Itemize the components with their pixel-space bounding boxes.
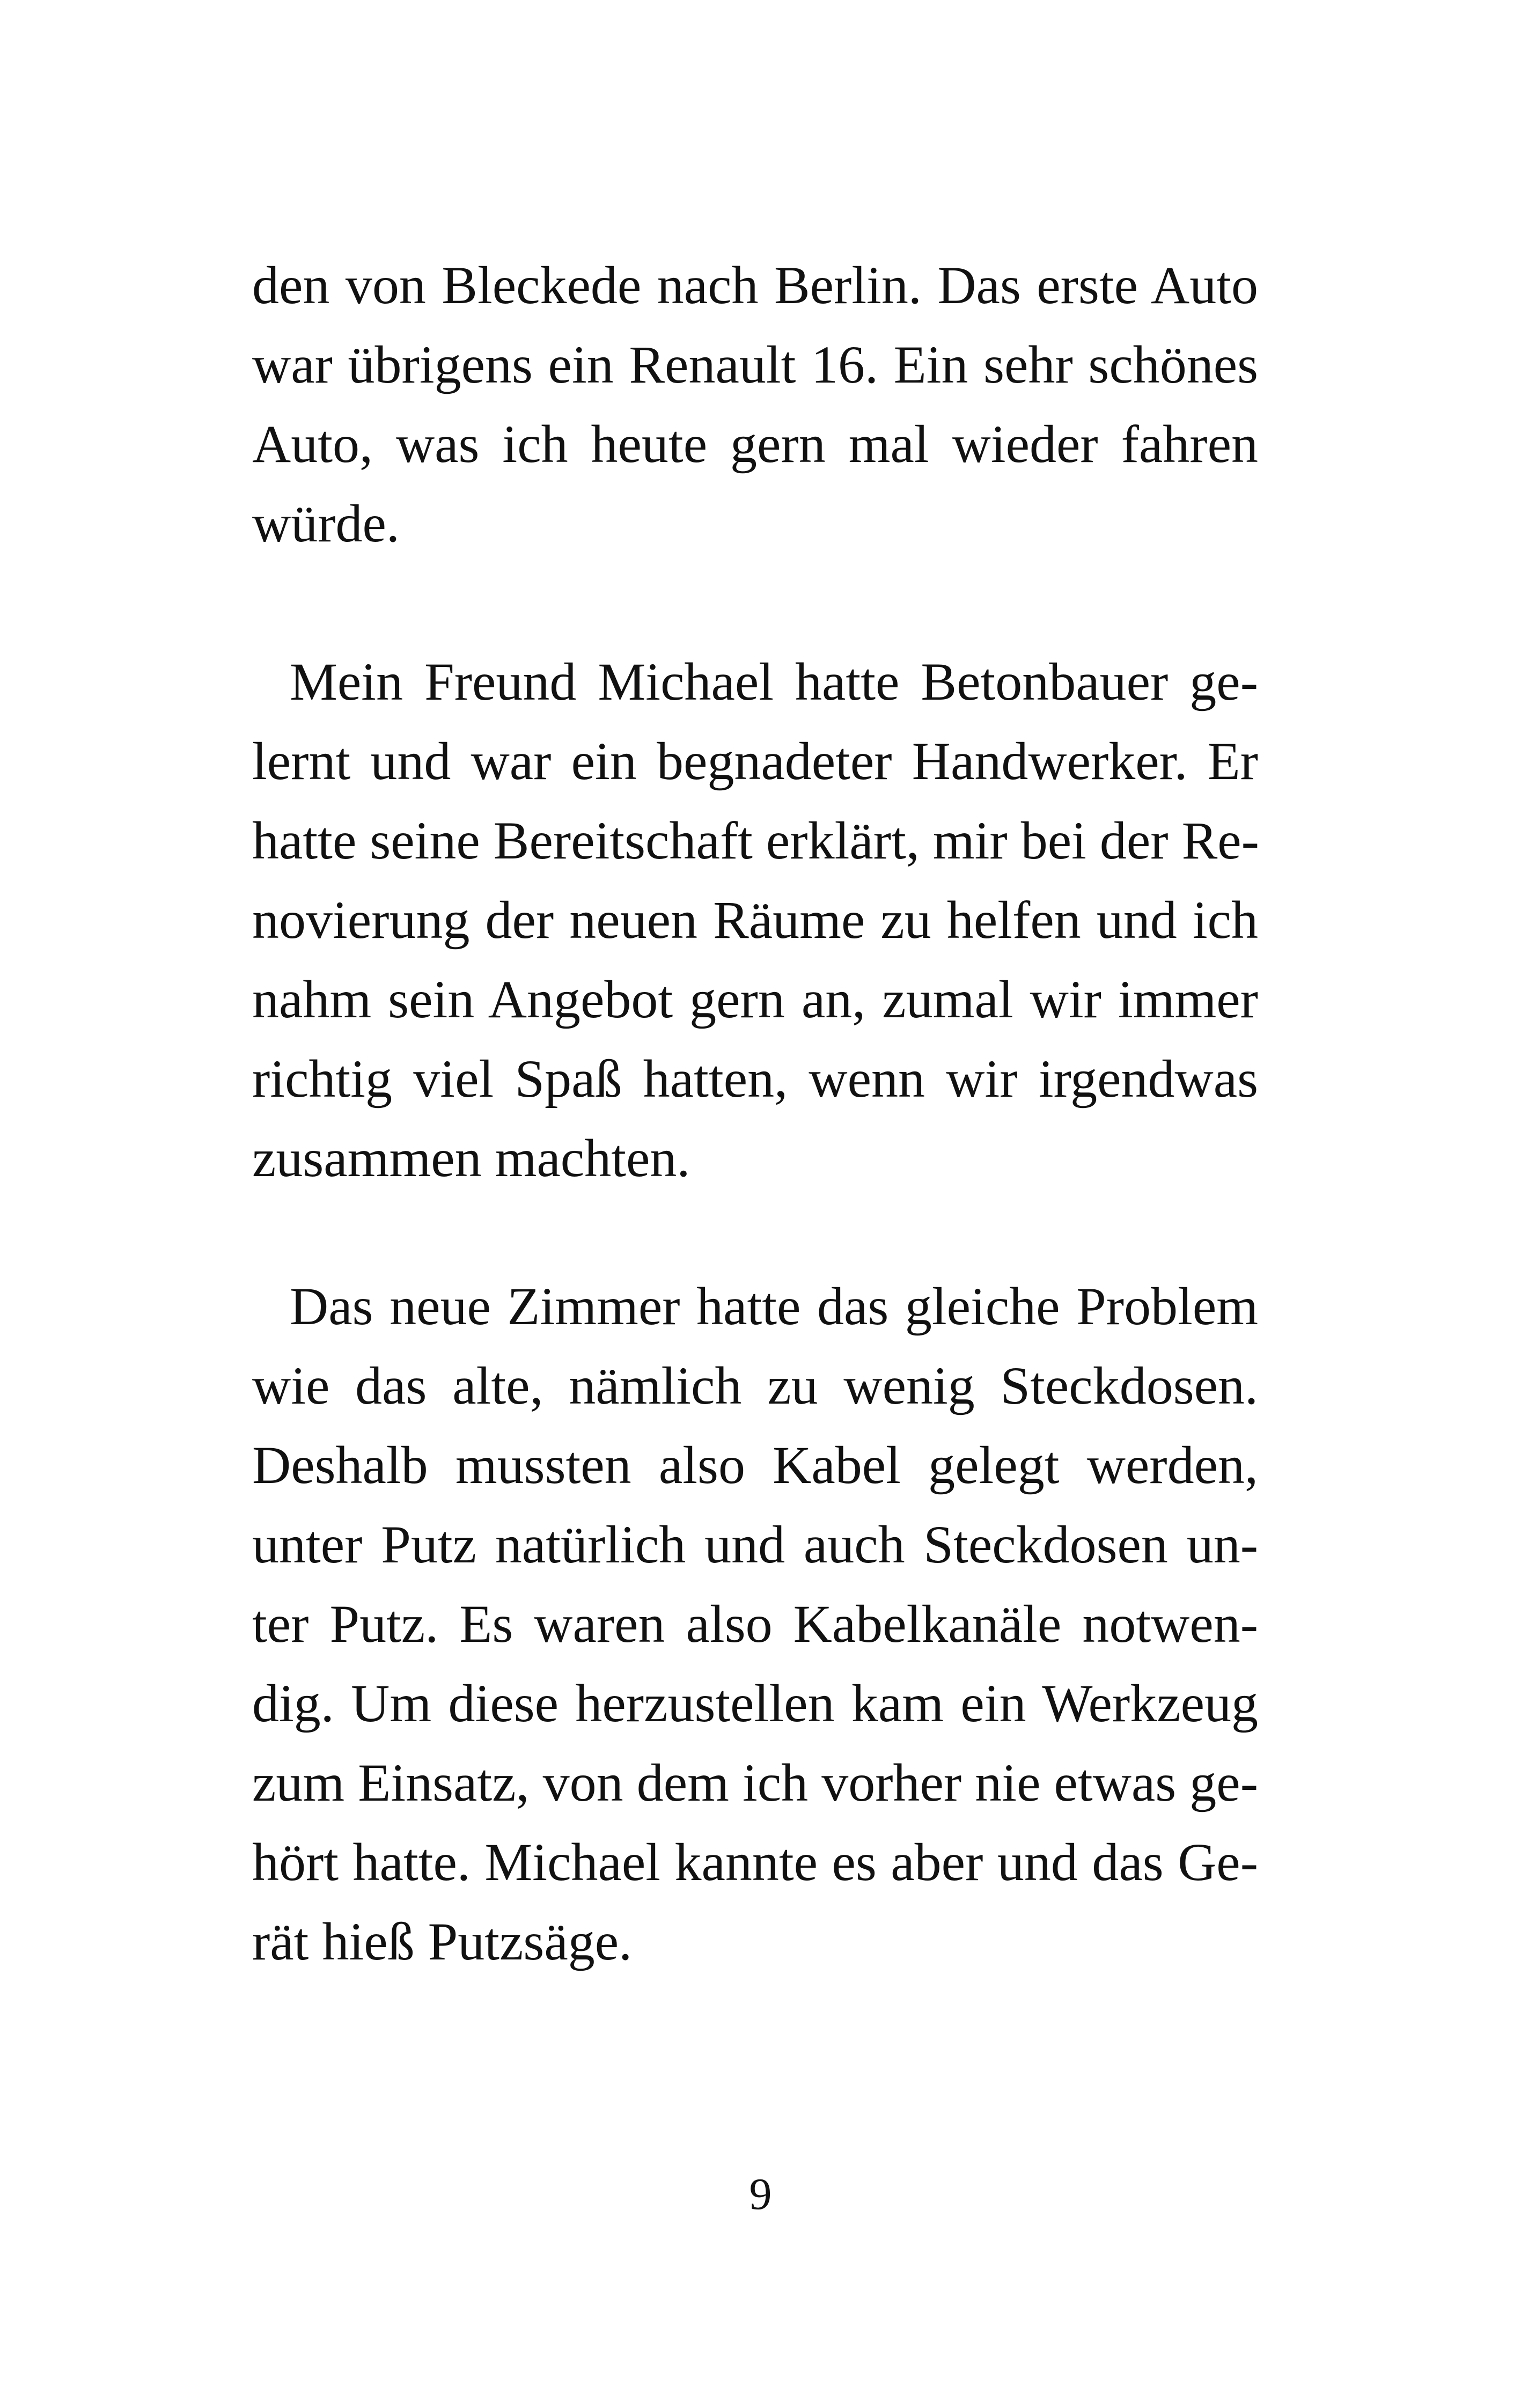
text-line: war übrigens ein Renault 16. Ein sehr schönes (252, 335, 1258, 394)
text-line: unter Putz natürlich und auch Steckdosen un- (252, 1515, 1258, 1574)
text-line: novierung der neuen Räume zu helfen und ich (252, 890, 1258, 950)
text-line: zusammen machten. (252, 1128, 690, 1188)
text-line: zum Einsatz, von dem ich vorher nie etwas ge- (252, 1753, 1258, 1812)
text-line: lernt und war ein begnadeter Handwerker. Er (252, 731, 1258, 791)
text-line: dig. Um diese herzustellen kam ein Werkzeug (252, 1673, 1258, 1733)
text-line: nahm sein Angebot gern an, zumal wir immer (252, 970, 1258, 1029)
text-line: hört hatte. Michael kannte es aber und das Ge- (252, 1832, 1258, 1892)
text-line: hatte seine Bereitschaft erklärt, mir bei der Re- (252, 811, 1259, 870)
paragraph-3 (252, 1267, 1258, 1981)
text-line: ter Putz. Es waren also Kabelkanäle notwen- (252, 1594, 1258, 1654)
text-line: wie das alte, nämlich zu wenig Steckdosen. (252, 1356, 1258, 1415)
text-line: würde. (252, 494, 400, 553)
text-line: richtig viel Spaß hatten, wenn wir irgendwas (252, 1049, 1258, 1108)
text-line: Auto, was ich heute gern mal wieder fahren (252, 414, 1258, 474)
text-line: rät hieß Putzsäge. (252, 1912, 633, 1971)
page-number: 9 (749, 2169, 772, 2219)
text-line: den von Bleckede nach Berlin. Das erste Auto (252, 255, 1258, 315)
text-line: Deshalb mussten also Kabel gelegt werden, (252, 1435, 1258, 1495)
paragraph-2 (252, 642, 1258, 1198)
text-line: Mein Freund Michael hatte Betonbauer ge- (290, 652, 1258, 711)
paragraph-1 (252, 246, 1258, 563)
text-line: Das neue Zimmer hatte das gleiche Problem (290, 1276, 1258, 1336)
